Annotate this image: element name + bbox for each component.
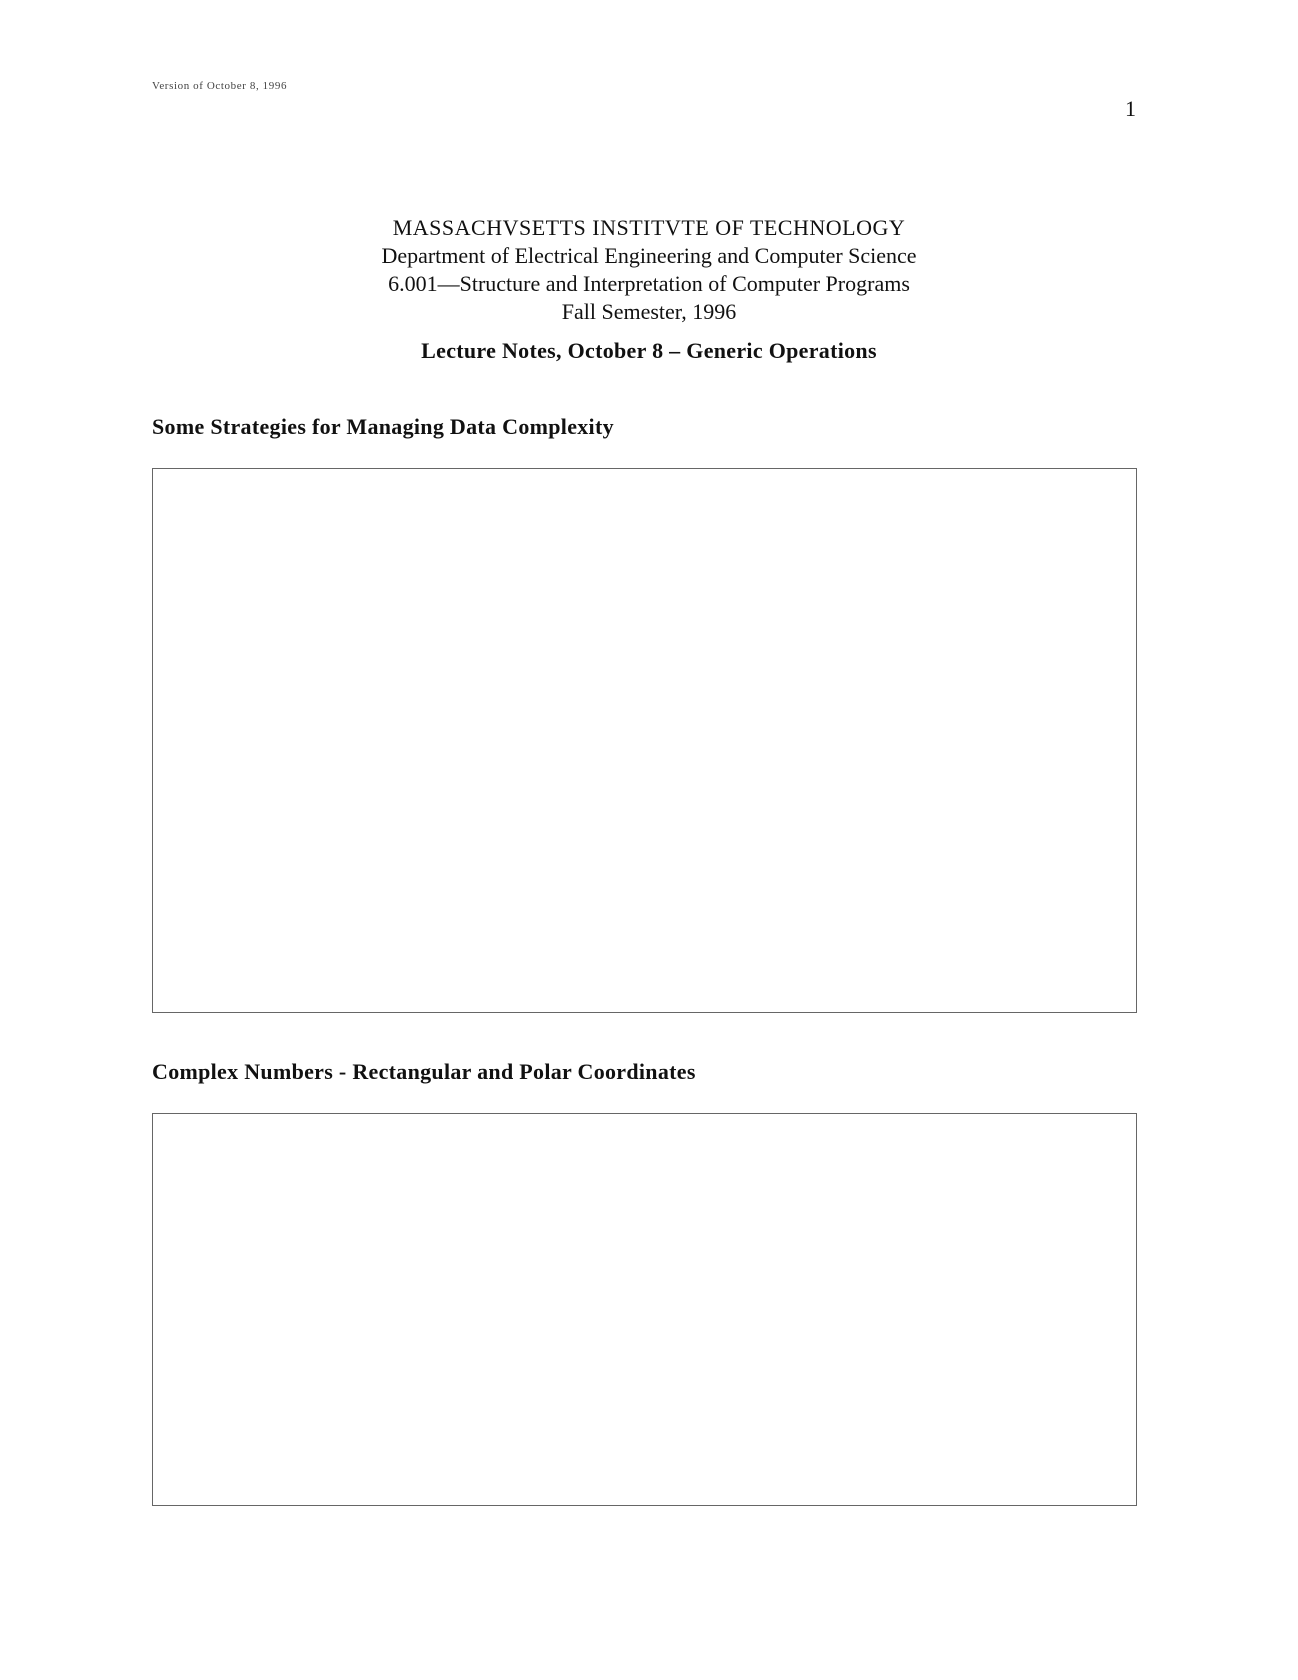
page-number: 1 [1125,96,1136,121]
title-block [0,214,1298,364]
section-heading-data-complexity: Some Strategies for Managing Data Complexity [152,414,614,439]
blank-figure-box [152,468,1137,1013]
semester: Fall Semester, 1996 [561,299,737,324]
department-name: Department of Electrical Engineering and Computer Science [381,243,917,268]
institution-name: MASSACHVSETTS INSTITVTE OF TECHNOLOGY [392,215,906,240]
version-line: Version of October 8, 1996 [152,80,288,92]
course-title: 6.001—Structure and Interpretation of Computer Programs [388,271,910,296]
blank-figure-box [152,1113,1137,1506]
section-heading-complex-numbers: Complex Numbers - Rectangular and Polar Coordinates [152,1059,696,1084]
lecture-title: Lecture Notes, October 8 – Generic Operations [421,338,877,363]
